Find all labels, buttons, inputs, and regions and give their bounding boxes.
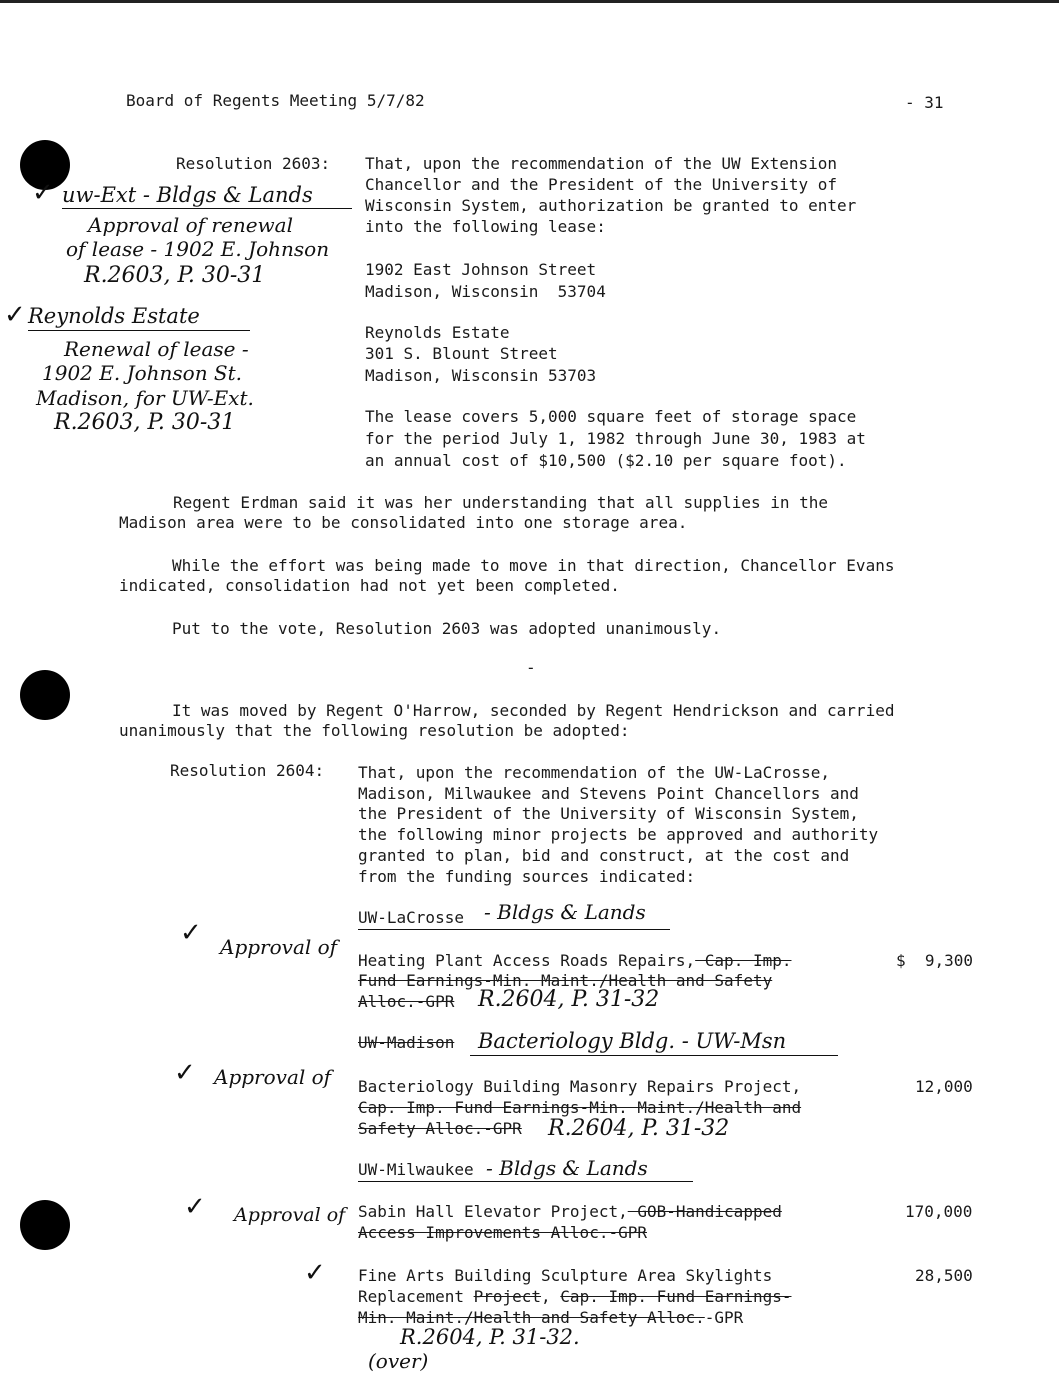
resolution-2604-line-4: the following minor projects be approved and authority xyxy=(358,825,879,844)
handwritten-bacteriology-note: Bacteriology Bldg. - UW-Msn xyxy=(478,1029,787,1053)
fine-arts-struck-text-2: Min. Maint./Health and Safety Alloc. xyxy=(358,1308,705,1327)
handwritten-approval-of: Approval of xyxy=(220,935,338,959)
handwritten-approval-line-2: of lease - 1902 E. Johnson xyxy=(66,237,330,261)
erdman-paragraph-line-1: Regent Erdman said it was her understanding that all supplies in the xyxy=(173,493,829,512)
fine-arts-replacement: Replacement xyxy=(358,1287,474,1306)
punch-hole-bottom xyxy=(20,1200,70,1250)
lacrosse-project-name: Heating Plant Access Roads Repairs, xyxy=(358,951,696,970)
vote-paragraph: Put to the vote, Resolution 2603 was adopted unanimously. xyxy=(172,619,722,638)
madison-amount: 12,000 xyxy=(915,1077,973,1096)
fine-arts-amount: 28,500 xyxy=(915,1266,973,1285)
handwritten-uw-ext-underline xyxy=(62,208,352,209)
checkmark-icon: ✓ xyxy=(180,918,202,948)
motion-paragraph-line-2: unanimously that the following resolution be adopted: xyxy=(119,721,630,740)
handwritten-milwaukee-note: - Bldgs & Lands xyxy=(486,1156,648,1180)
handwritten-over-note: (over) xyxy=(368,1349,429,1373)
checkmark-icon: ✓ xyxy=(4,300,26,330)
handwritten-approval-line-3: R.2603, P. 30-31 xyxy=(84,263,266,288)
milwaukee-heading: UW-Milwaukee xyxy=(358,1160,474,1179)
madison-heading-underline xyxy=(470,1055,838,1056)
sabin-project xyxy=(358,1201,782,1222)
motion-paragraph-line-1: It was moved by Regent O'Harrow, seconded by Regent Hendrickson and carried xyxy=(172,701,895,720)
resolution-2604-line-5: granted to plan, bid and construct, at the cost and xyxy=(358,846,850,865)
fine-arts-struck-project: Project xyxy=(473,1287,542,1306)
handwritten-approval-of: Approval of xyxy=(214,1065,332,1089)
resolution-2603-line-1: That, upon the recommendation of the UW Extension xyxy=(365,154,838,173)
punch-hole-middle xyxy=(20,670,70,720)
handwritten-r2604-milwaukee: R.2604, P. 31-32. xyxy=(400,1325,580,1349)
resolution-2604-line-3: the President of the University of Wisconsin System, xyxy=(358,804,859,823)
sabin-struck-text-2: Access Improvements Alloc.-GPR xyxy=(358,1223,647,1242)
effort-paragraph-line-1: While the effort was being made to move in that direction, Chancellor Evans xyxy=(172,556,895,575)
handwritten-lacrosse-note: - Bldgs & Lands xyxy=(484,900,646,924)
resolution-2603-line-2: Chancellor and the President of the University of xyxy=(365,175,838,194)
property-address-line-1: 1902 East Johnson Street xyxy=(365,260,597,279)
handwritten-r2604-madison: R.2604, P. 31-32 xyxy=(548,1116,730,1141)
handwritten-renewal-line-3: Madison, for UW-Ext. xyxy=(36,386,254,410)
resolution-2604-line-2: Madison, Milwaukee and Stevens Point Chancellors and xyxy=(358,784,859,803)
fine-arts-gpr: -GPR xyxy=(704,1308,744,1327)
resolution-2603-line-3: Wisconsin System, authorization be granted to enter xyxy=(365,196,857,215)
resolution-2604-label: Resolution 2604: xyxy=(170,761,325,780)
fine-arts-struck-text-1: Cap. Imp. Fund Earnings- xyxy=(560,1287,792,1306)
lacrosse-struck-text-2: Fund Earnings-Min. Maint./Health and Safety xyxy=(358,971,773,990)
erdman-paragraph-line-2: Madison area were to be consolidated into one storage area. xyxy=(119,513,688,532)
lacrosse-struck-text-1: Cap. Imp. xyxy=(695,951,792,970)
lease-terms-line-3: an annual cost of $10,500 ($2.10 per square foot). xyxy=(365,451,847,470)
property-address-line-2: Madison, Wisconsin 53704 xyxy=(365,282,606,301)
page-title: Board of Regents Meeting 5/7/82 xyxy=(126,91,425,110)
checkmark-icon: ✓ xyxy=(32,178,54,208)
page-top-edge xyxy=(0,0,1059,3)
handwritten-approval-line-1: Approval of renewal xyxy=(88,213,293,237)
sabin-amount: 170,000 xyxy=(905,1202,973,1221)
madison-struck-text-1: Cap. Imp. Fund Earnings-Min. Maint./Health and xyxy=(358,1098,802,1117)
lessor-name: Reynolds Estate xyxy=(365,323,510,342)
handwritten-reynolds-estate: Reynolds Estate xyxy=(28,304,200,328)
handwritten-renewal-line-4: R.2603, P. 30-31 xyxy=(54,410,236,435)
effort-paragraph-line-2: indicated, consolidation had not yet been completed. xyxy=(119,576,620,595)
handwritten-approval-of: Approval of xyxy=(234,1204,346,1226)
section-separator: - xyxy=(526,658,536,677)
lacrosse-heading: UW-LaCrosse xyxy=(358,908,464,927)
handwritten-renewal-line-1: Renewal of lease - xyxy=(64,337,249,361)
resolution-2603-line-4: into the following lease: xyxy=(365,217,606,236)
sabin-project-name: Sabin Hall Elevator Project, xyxy=(358,1202,628,1221)
checkmark-icon: ✓ xyxy=(184,1192,206,1222)
checkmark-icon: ✓ xyxy=(304,1258,326,1288)
lease-terms-line-2: for the period July 1, 1982 through June 30, 1983 at xyxy=(365,429,866,448)
resolution-2604-line-6: from the funding sources indicated: xyxy=(358,867,696,886)
madison-heading: UW-Madison xyxy=(358,1033,455,1052)
handwritten-reynolds-underline xyxy=(28,330,250,331)
lease-terms-line-1: The lease covers 5,000 square feet of storage space xyxy=(365,407,857,426)
fine-arts-project-line-2 xyxy=(358,1286,791,1307)
milwaukee-heading-underline xyxy=(358,1181,693,1182)
lacrosse-amount: $ 9,300 xyxy=(896,951,974,970)
fine-arts-project-line-1: Fine Arts Building Sculpture Area Skylights xyxy=(358,1266,773,1285)
sabin-struck-text-1: GOB-Handicapped xyxy=(627,1202,782,1221)
page-number: - 31 xyxy=(905,93,944,112)
madison-project: Bacteriology Building Masonry Repairs Project, xyxy=(358,1077,802,1096)
lacrosse-heading-underline xyxy=(358,929,670,930)
fine-arts-comma: , xyxy=(541,1287,561,1306)
checkmark-icon: ✓ xyxy=(174,1058,196,1088)
madison-struck-text-2: Safety Alloc.-GPR xyxy=(358,1119,522,1138)
lessor-street: 301 S. Blount Street xyxy=(365,344,558,363)
handwritten-uw-ext-note: uw-Ext - Bldgs & Lands xyxy=(62,183,313,207)
resolution-2603-label: Resolution 2603: xyxy=(176,154,331,173)
lacrosse-project xyxy=(358,950,791,971)
resolution-2604-line-1: That, upon the recommendation of the UW-LaCrosse, xyxy=(358,763,831,782)
lacrosse-struck-text-3: Alloc.-GPR xyxy=(358,992,455,1011)
handwritten-r2604-lacrosse: R.2604, P. 31-32 xyxy=(478,987,660,1012)
lessor-city: Madison, Wisconsin 53703 xyxy=(365,366,597,385)
handwritten-renewal-line-2: 1902 E. Johnson St. xyxy=(42,361,243,385)
